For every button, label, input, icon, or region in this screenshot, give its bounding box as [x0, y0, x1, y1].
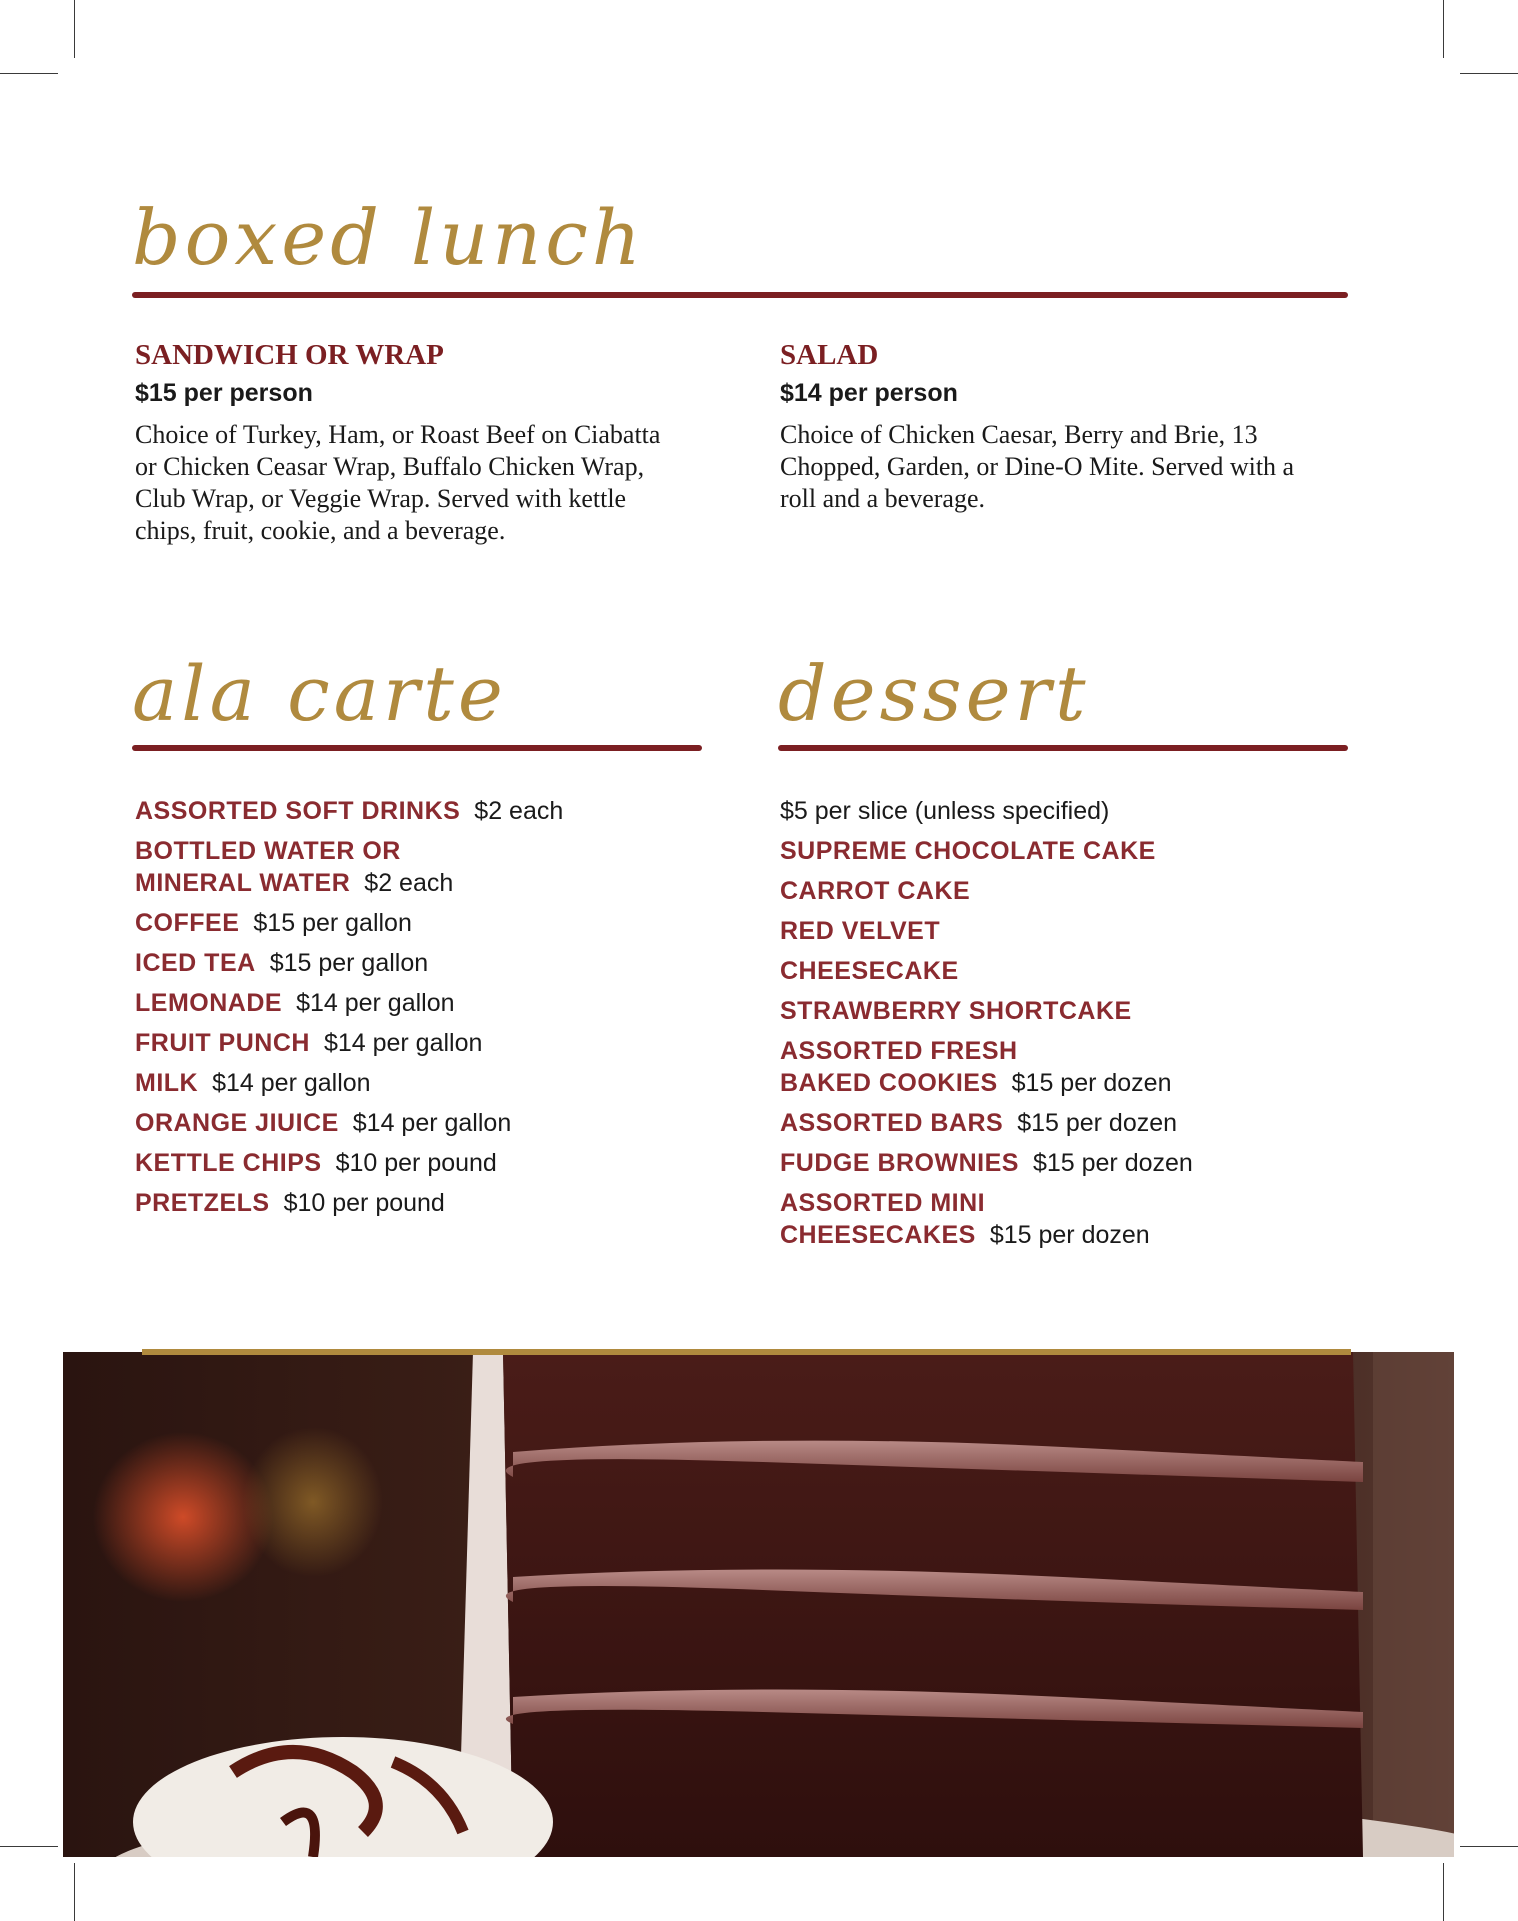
dessert-list	[780, 795, 1400, 1259]
sandwich-price: $15 per person	[135, 379, 313, 407]
list-item: KETTLE CHIPS $10 per pound	[135, 1149, 497, 1177]
list-item: SUPREME CHOCOLATE CAKE	[780, 837, 1156, 865]
crop-mark	[1443, 1863, 1444, 1921]
list-item: FUDGE BROWNIES $15 per dozen	[780, 1149, 1193, 1177]
list-item: FRUIT PUNCH $14 per gallon	[135, 1029, 483, 1057]
salad-price: $14 per person	[780, 379, 958, 407]
list-item: ASSORTED BARS $15 per dozen	[780, 1109, 1178, 1137]
list-item: STRAWBERRY SHORTCAKE	[780, 997, 1132, 1025]
list-item: CARROT CAKE	[780, 877, 971, 905]
crop-mark	[1460, 73, 1518, 74]
list-item: BOTTLED WATER OR MINERAL WATER $2 each	[135, 837, 454, 897]
list-item: ICED TEA $15 per gallon	[135, 949, 429, 977]
salad-title: SALAD	[780, 339, 879, 371]
gold-divider	[142, 1349, 1351, 1355]
boxed-lunch-title: boxed lunch	[132, 193, 645, 282]
list-item: ASSORTED SOFT DRINKS $2 each	[135, 797, 564, 825]
ala-carte-title: ala carte	[132, 649, 507, 738]
sandwich-title: SANDWICH OR WRAP	[135, 339, 444, 371]
list-item: PRETZELS $10 per pound	[135, 1189, 445, 1217]
list-item: RED VELVET	[780, 917, 941, 945]
dessert-title: dessert	[778, 649, 1090, 738]
list-item: ASSORTED MINI CHEESECAKES $15 per dozen	[780, 1189, 1150, 1249]
crop-mark	[74, 1863, 75, 1921]
crop-mark	[1460, 1846, 1518, 1847]
list-item: LEMONADE $14 per gallon	[135, 989, 455, 1017]
dessert-note: $5 per slice (unless specified)	[780, 797, 1110, 825]
crop-mark	[0, 73, 58, 74]
dessert-rule	[778, 745, 1348, 751]
ala-carte-rule	[132, 745, 702, 751]
list-item: COFFEE $15 per gallon	[135, 909, 412, 937]
cake-photo	[63, 1352, 1454, 1857]
boxed-lunch-rule	[132, 292, 1348, 298]
list-item: ORANGE JIUICE $14 per gallon	[135, 1109, 512, 1137]
sandwich-description: Choice of Turkey, Ham, or Roast Beef on Ciabatta or Chicken Ceasar Wrap, Buffalo Chicken Wrap, Club Wrap, or Veggie Wrap. Served with kettle chips, fruit, cookie, and a beverage.	[135, 420, 661, 545]
list-item: MILK $14 per gallon	[135, 1069, 371, 1097]
list-item: ASSORTED FRESH BAKED COOKIES $15 per dozen	[780, 1037, 1172, 1097]
crop-mark	[74, 0, 75, 58]
crop-mark	[0, 1846, 58, 1847]
crop-mark	[1443, 0, 1444, 58]
ala-carte-list	[135, 795, 735, 1227]
list-item: CHEESECAKE	[780, 957, 959, 985]
salad-description: Choice of Chicken Caesar, Berry and Brie, 13 Chopped, Garden, or Dine-O Mite. Served with a roll and a beverage.	[780, 420, 1295, 513]
